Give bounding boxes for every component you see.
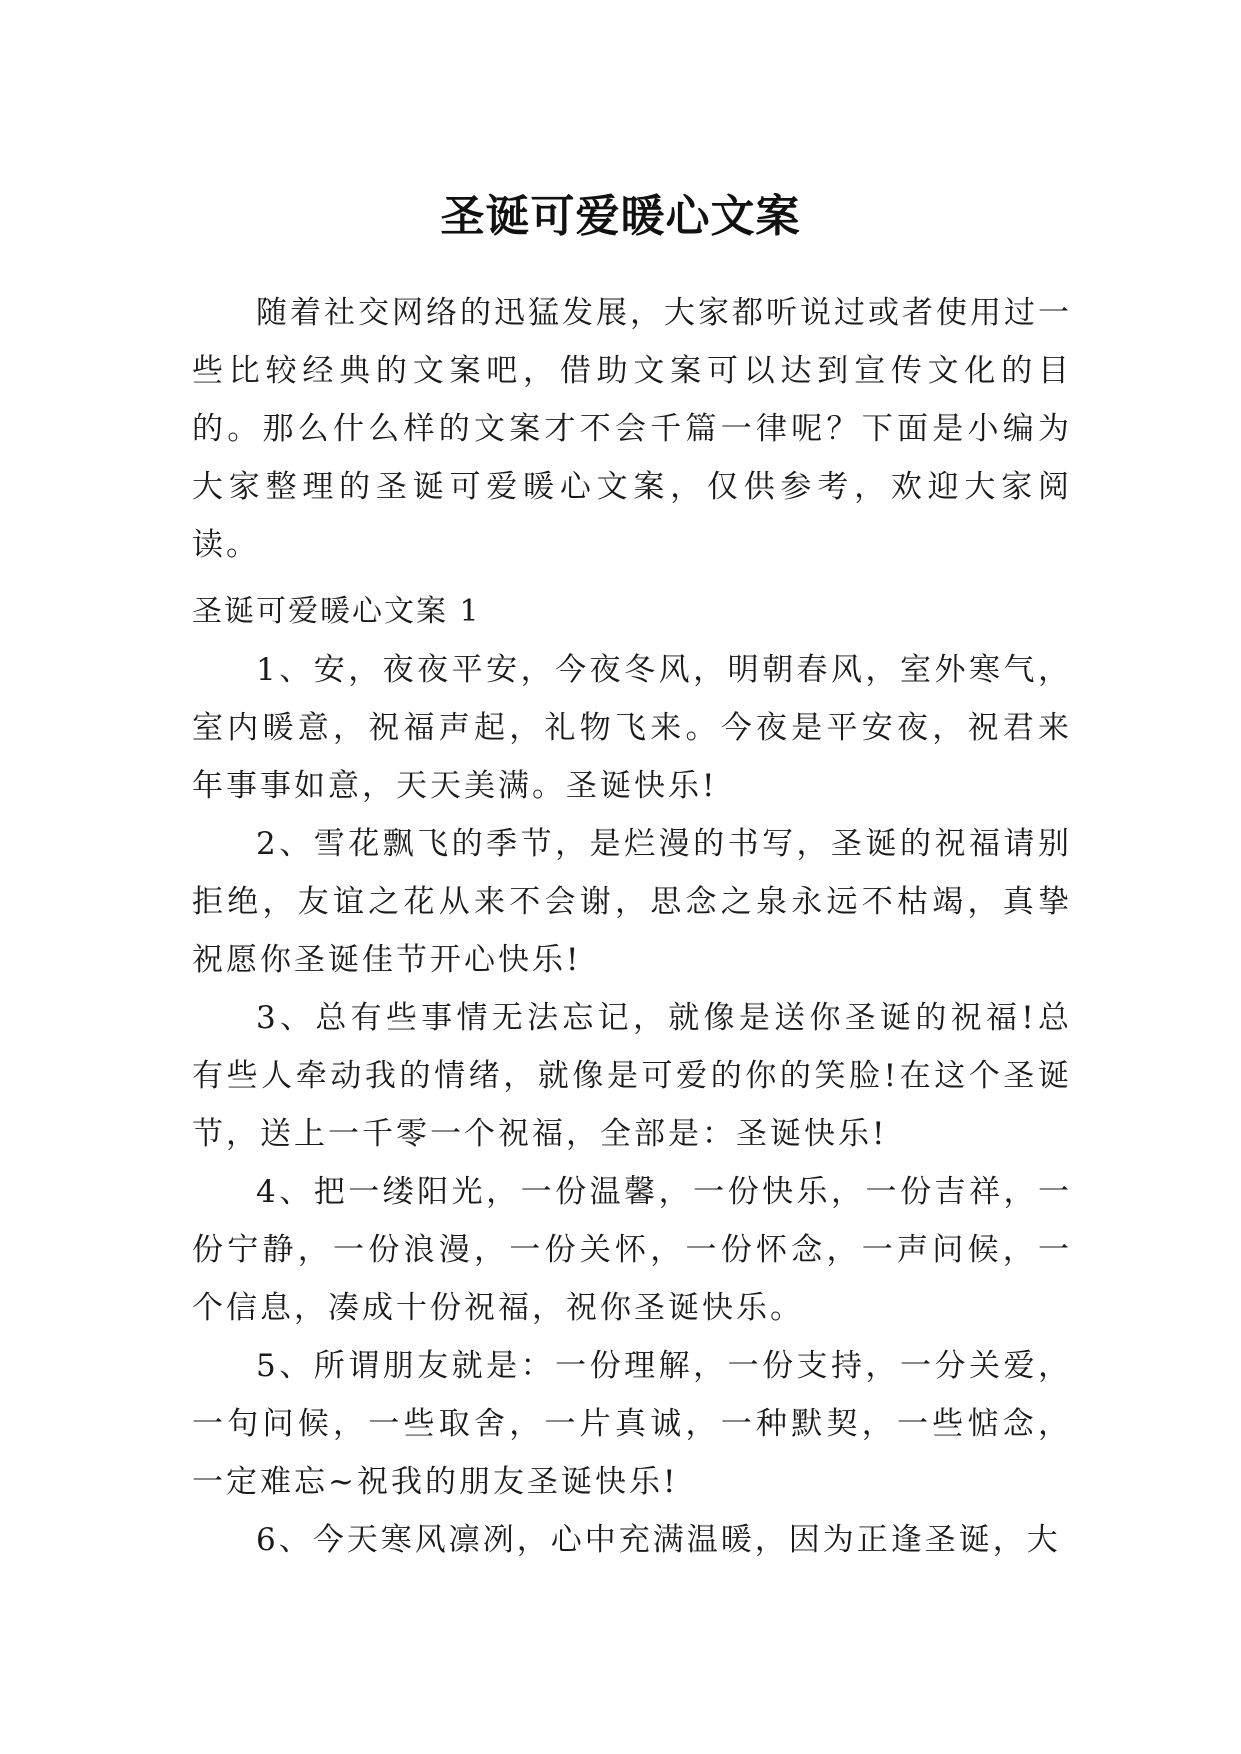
list-item: 2、雪花飘飞的季节，是烂漫的书写，圣诞的祝福请别拒绝，友谊之花从来不会谢，思念之泉永远不枯竭，真挚祝愿你圣诞佳节开心快乐! bbox=[192, 826, 1072, 978]
item-list bbox=[192, 641, 1072, 1569]
list-item: 6、今天寒风凛冽，心中充满温暖，因为正逢圣诞，大 bbox=[256, 1522, 1061, 1558]
document-title: 圣诞可爱暖心文案 bbox=[440, 191, 801, 243]
list-item: 3、总有些事情无法忘记，就像是送你圣诞的祝福!总有些人牵动我的情绪，就像是可爱的你的笑脸!在这个圣诞节，送上一千零一个祝福，全部是：圣诞快乐! bbox=[192, 1000, 1072, 1152]
list-item: 1、安，夜夜平安，今夜冬风，明朝春风，室外寒气，室内暖意，祝福声起，礼物飞来。今夜是平安夜，祝君来年事事如意，天天美满。圣诞快乐! bbox=[192, 652, 1072, 804]
list-item: 4、把一缕阳光，一份温馨，一份快乐，一份吉祥，一份宁静，一份浪漫，一份关怀，一份怀念，一声问候，一个信息，凑成十份祝福，祝你圣诞快乐。 bbox=[192, 1174, 1072, 1326]
list-item: 5、所谓朋友就是：一份理解，一份支持，一分关爱，一句问候，一些取舍，一片真诚，一种默契，一些惦念，一定难忘~祝我的朋友圣诞快乐! bbox=[192, 1348, 1072, 1500]
intro-paragraph: 随着社交网络的迅猛发展，大家都听说过或者使用过一些比较经典的文案吧，借助文案可以达到宣传文化的目的。那么什么样的文案才不会千篇一律呢？下面是小编为大家整理的圣诞可爱暖心文案，仅供参考，欢迎大家阅读。 bbox=[192, 295, 1072, 563]
section-heading: 圣诞可爱暖心文案 1 bbox=[192, 594, 481, 629]
intro-block bbox=[192, 284, 1072, 574]
